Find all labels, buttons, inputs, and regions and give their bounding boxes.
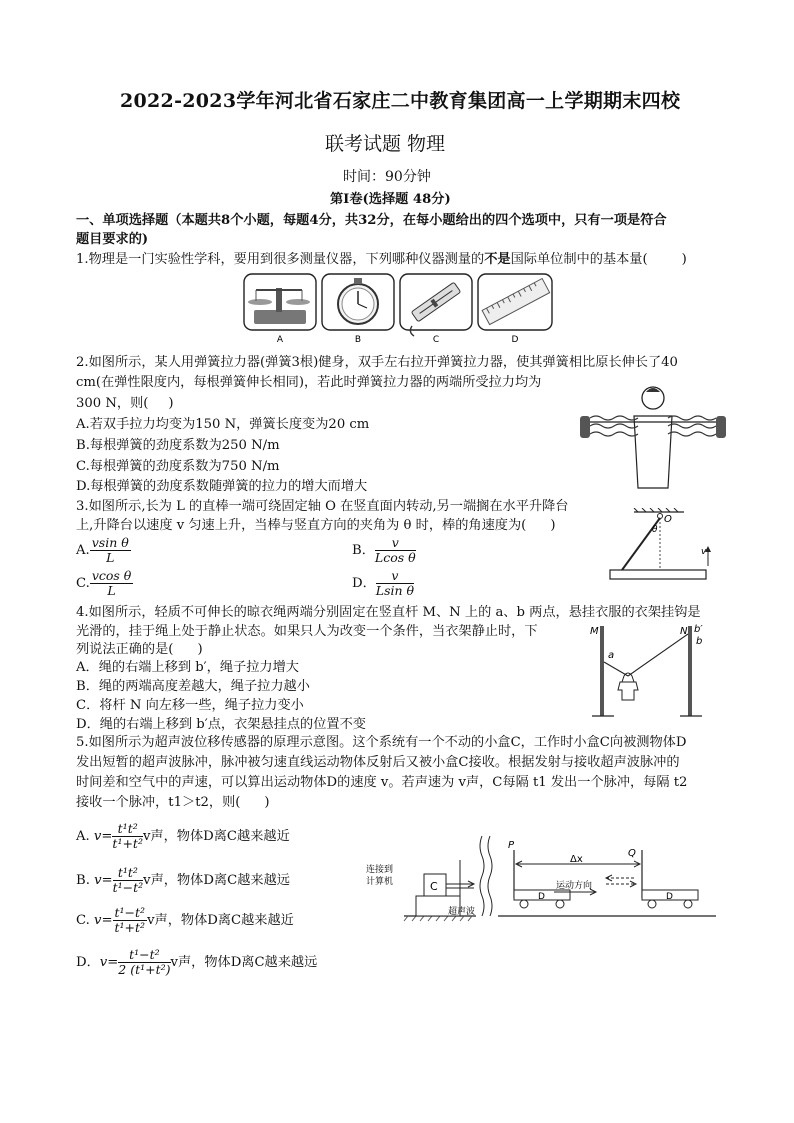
q5-opt-d-tail: v声，物体D离C越来越远 [170,955,318,970]
q3-opt-c-den: L [107,583,116,598]
q4-line3-paren: ) [197,642,203,657]
q3-opt-a-label: A. [76,543,90,558]
q3-opt-b-label: B． [352,543,375,558]
q5-ultrasonic-figure [364,826,720,922]
q3-fig-v: v [701,547,707,557]
q4-option-c: C．将杆 N 向左移一些，绳子拉力变小 [76,698,304,713]
q1-text-b: 国际单位制中的基本量( [510,252,648,267]
q3-fig-o: O [664,514,672,525]
q5-fig-direction: 运动方向 [556,881,593,891]
q1-instruments-figure [242,272,554,344]
q4-line2: 光滑的，挂于绳上处于静止状态。如果只人为改变一个条件，当衣架静止时，下 [76,624,538,639]
q5-opt-b-label: B. [76,873,90,888]
q5-fig-connect2: 计算机 [366,877,394,887]
q1-stem [76,250,687,270]
ruler-icon [478,274,552,330]
q5-fig-p: P [508,840,515,851]
q2-line3-text: 300 N，则( [76,396,149,411]
q3-opt-d-den: Lsin θ [375,583,415,598]
q5-fig-dx: Δx [570,854,583,865]
q2-exerciser-figure [578,378,728,494]
q5-line1: 5.如图所示为超声波位移传感器的原理示意图。这个系统有一个不动的小盒C，工作时小盒C向被测物体D [76,735,687,750]
q3-opt-a-den: L [106,550,115,565]
q5-opt-b-tail: v声，物体D离C越来越远 [143,873,290,888]
q2-option-a: A.若双手拉力均变为150 N，弹簧长度变为20 cm [76,417,370,432]
q4-fig-m: M [590,626,599,637]
q5-opt-d-num: t¹−t² [118,948,170,963]
q5-opt-a-num: t¹t² [112,822,143,837]
q5-fig-ultrasonic: 超声波 [448,907,476,917]
part1-heading-b: 题目要求的) [76,232,149,247]
q1-label-a: A [276,335,284,344]
q1-text-bold: 不是 [484,252,511,267]
paper-title-line1: 2022-2023学年河北省石家庄二中教育集团高一上学期期末四校 [120,90,681,112]
q3-opt-d-label: D． [352,576,376,591]
q5-opt-a-tail: v声，物体D离C越来越近 [142,829,290,844]
q4-option-a: A．绳的右端上移到 b′，绳子拉力增大 [76,660,299,675]
q1-label-c: C [432,335,440,344]
q4-fig-a: a [608,650,615,661]
q3-opt-b-den: Lcos θ [374,550,416,565]
q5-opt-a-den: t¹+t² [112,836,143,851]
q3-line2-text: 上,升降台以速度 v 匀速上升，当棒与竖直方向的夹角为 θ 时，棒的角速度为( [76,518,527,533]
section-title: 第I卷(选择题 48分) [330,192,451,207]
q5-opt-c-tail: v声，物体D离C越来越近 [147,913,294,928]
q4-line3 [76,640,203,660]
q5-opt-d-den: 2 (t¹+t²) [118,962,171,977]
q5-opt-a-label: A. [76,829,90,844]
q3-opt-a-num: vsin θ [91,535,129,550]
q5-option-d [76,948,317,977]
q5-opt-a-veq: v= [93,829,113,844]
q5-opt-c-label: C. [76,913,90,928]
paper-title-line2: 联考试题 物理 [325,133,446,155]
q4-option-d: D．绳的右端上移到 b′点，衣架悬挂点的位置不变 [76,717,366,732]
q4-option-b: B．绳的两端高度差越大，绳子拉力越小 [76,679,310,694]
q4-clothesline-figure [588,620,716,720]
spring-scale-icon [400,274,472,336]
q3-line2 [76,516,555,536]
q5-fig-connect1: 连接到 [366,865,394,875]
q3-opt-c-num: vcos θ [91,568,132,583]
q4-line1: 4.如图所示，轻质不可伸长的晾衣绳两端分别固定在竖直杆 M、N 上的 a、b 两点，悬挂衣服的衣架挂钩是 [76,605,701,620]
q1-text-c: ) [681,252,687,267]
q2-option-b: B.每根弹簧的劲度系数为250 N/m [76,438,280,453]
q3-rod-figure [604,508,722,584]
q3-line1: 3.如图所示,长为 L 的直棒一端可绕固定轴 O 在竖直面内转动,另一端搁在水平升降台 [76,499,569,514]
q5-fig-c: C [430,880,438,893]
q3-option-b [352,536,416,565]
q5-opt-b-num: t¹t² [113,866,144,881]
q5-line4-paren: ) [264,795,270,810]
q5-opt-b-veq: v= [94,873,113,888]
q5-line4-text: 接收一个脉冲，t1＞t2，则( [76,795,241,810]
q3-fig-theta: θ [652,525,658,535]
q1-text-a: 1.物理是一门实验性学科，要用到很多测量仪器，下列哪种仪器测量的 [76,252,485,267]
q4-fig-b: b [696,636,703,647]
stopwatch-icon [322,274,394,330]
q5-option-a [76,822,290,851]
q2-option-c: C.每根弹簧的劲度系数为750 N/m [76,459,280,474]
q4-fig-bprime: b′ [694,624,703,635]
q5-fig-q: Q [628,848,636,859]
q2-line2: cm(在弹性限度内，每根弹簧伸长相同)，若此时弹簧拉力器的两端所受拉力均为 [76,375,542,390]
q4-line3-text: 列说法正确的是( [76,642,174,657]
q2-option-d: D.每根弹簧的劲度系数随弹簧的拉力的增大而增大 [76,479,368,494]
part1-heading-a: 一、单项选择题（本题共8个小题，每题4分，共32分，在每小题给出的四个选项中，只有一项是符合 [76,213,667,228]
q5-line2: 发出短暂的超声波脉冲，脉冲被匀速直线运动物体反射后又被小盒C接收。根据发射与接收超声波脉冲的 [76,755,680,770]
q5-opt-d-label: D． [76,955,100,970]
q5-line4 [76,793,270,813]
q5-fig-d2: D [666,892,673,902]
q5-opt-b-den: t¹−t² [112,880,144,895]
q2-line1: 2.如图所示，某人用弹簧拉力器(弹簧3根)健身，双手左右拉开弹簧拉力器，使其弹簧相比原长伸长了40 [76,355,678,370]
q3-opt-c-label: C. [76,576,90,591]
exam-time: 时间：90分钟 [343,169,431,185]
q5-opt-c-den: t¹+t² [114,920,146,935]
balance-icon [244,274,316,330]
q3-option-a [76,536,131,565]
q4-fig-n: N [680,626,688,637]
q1-label-d: D [511,335,519,344]
q5-opt-c-num: t¹−t² [114,905,146,920]
q3-opt-d-num: v [376,569,414,584]
q1-label-b: B [354,335,362,344]
q5-fig-d1: D [538,892,545,902]
q3-option-d [352,569,414,598]
q5-line3: 时间差和空气中的声速，可以算出运动物体D的速度 v。若声速为 v声，C每隔 t1 发出一个脉冲，每隔 t2 [76,775,688,790]
q5-opt-d-veq: v= [99,955,119,970]
q3-option-c [76,569,133,598]
q5-option-b [76,866,290,895]
q2-line3-paren: ) [168,396,174,411]
q5-option-c [76,906,294,935]
q5-opt-c-veq: v= [94,913,113,928]
q3-opt-b-num: v [375,536,416,551]
q2-line3 [76,394,174,414]
q3-line2-paren: ) [550,518,556,533]
